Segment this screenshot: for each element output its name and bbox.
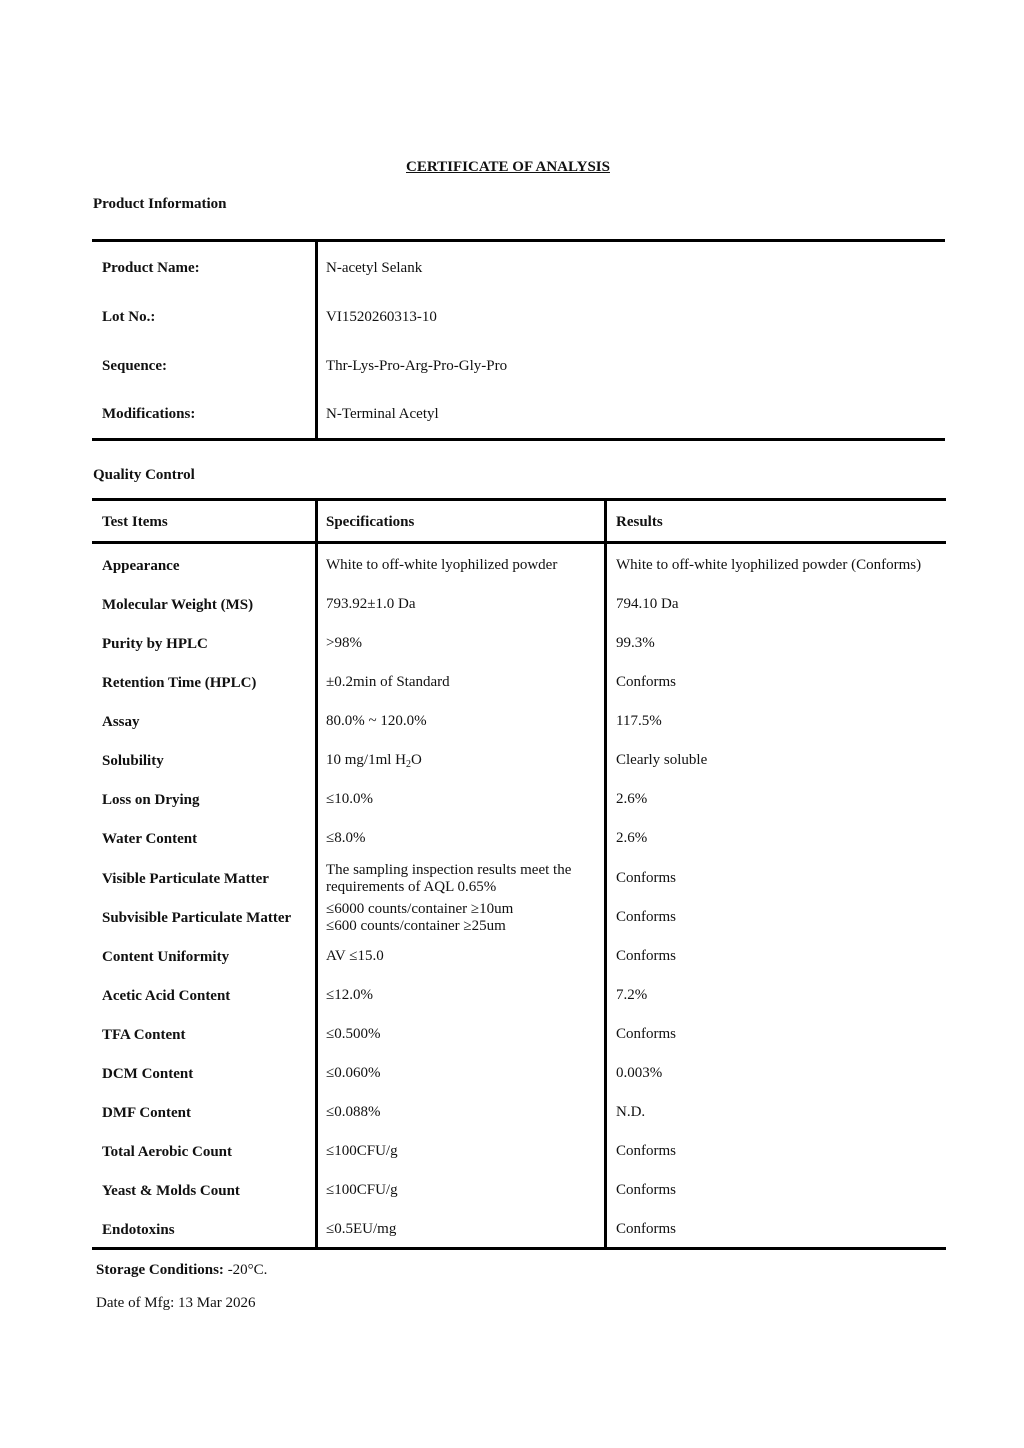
- storage-conditions: [96, 1262, 267, 1279]
- qc-test-item: Content Uniformity: [102, 949, 230, 965]
- qc-result: Conforms: [616, 870, 676, 886]
- qc-specification: The sampling inspection results meet the requirements of AQL 0.65%: [326, 862, 572, 895]
- qc-test-item: DCM Content: [102, 1066, 194, 1082]
- product-field-label: Modifications:: [102, 406, 196, 422]
- qc-test-item: Endotoxins: [102, 1222, 175, 1238]
- qc-specification: ≤0.088%: [326, 1104, 381, 1120]
- qc-table-top-rule: [92, 498, 946, 501]
- qc-test-item: Solubility: [102, 753, 164, 769]
- qc-specification: 80.0% ~ 120.0%: [326, 713, 427, 729]
- qc-specification: ≤100CFU/g: [326, 1182, 398, 1198]
- qc-result: Conforms: [616, 1182, 676, 1198]
- product-field-label: Product Name:: [102, 260, 200, 276]
- qc-result: Conforms: [616, 1026, 676, 1042]
- product-information-heading: Product Information: [93, 196, 227, 212]
- document-title: CERTIFICATE OF ANALYSIS: [406, 159, 610, 175]
- qc-result: Conforms: [616, 1221, 676, 1237]
- qc-specification: ≤100CFU/g: [326, 1143, 398, 1159]
- qc-test-item: Molecular Weight (MS): [102, 597, 254, 613]
- product-field-value: VI1520260313-10: [326, 309, 437, 325]
- qc-specification: ≤0.5EU/mg: [326, 1221, 397, 1237]
- qc-result: 99.3%: [616, 635, 655, 651]
- product-table-divider: [315, 239, 318, 441]
- product-table-top-rule: [92, 239, 945, 242]
- storage-conditions-label: Storage Conditions:: [96, 1262, 224, 1278]
- qc-specification: ≤8.0%: [326, 830, 366, 846]
- qc-result: 0.003%: [616, 1065, 663, 1081]
- qc-header-test-items: Test Items: [102, 514, 168, 530]
- qc-test-item: Retention Time (HPLC): [102, 675, 257, 691]
- qc-table-bottom-rule: [92, 1247, 946, 1250]
- qc-specification: ≤6000 counts/container ≥10um ≤600 counts/container ≥25um: [326, 901, 514, 934]
- product-field-value: N-acetyl Selank: [326, 260, 423, 276]
- qc-header-specifications: Specifications: [326, 514, 415, 530]
- product-field-value: Thr-Lys-Pro-Arg-Pro-Gly-Pro: [326, 358, 508, 374]
- qc-test-item: Assay: [102, 714, 140, 730]
- qc-table-divider-2: [604, 498, 607, 1250]
- qc-table-header-rule: [92, 541, 946, 544]
- qc-test-item: Acetic Acid Content: [102, 988, 231, 1004]
- qc-specification: 793.92±1.0 Da: [326, 596, 416, 612]
- qc-specification: White to off-white lyophilized powder: [326, 557, 558, 573]
- qc-specification: ≤10.0%: [326, 791, 373, 807]
- qc-test-item: DMF Content: [102, 1105, 192, 1121]
- qc-result: 2.6%: [616, 830, 648, 846]
- qc-test-item: Purity by HPLC: [102, 636, 208, 652]
- qc-table-divider-1: [315, 498, 318, 1250]
- qc-result: Conforms: [616, 674, 676, 690]
- qc-result: Conforms: [616, 909, 676, 925]
- qc-test-item: TFA Content: [102, 1027, 186, 1043]
- qc-result: 2.6%: [616, 791, 648, 807]
- product-field-value: N-Terminal Acetyl: [326, 406, 439, 422]
- qc-result: Conforms: [616, 1143, 676, 1159]
- qc-result: Clearly soluble: [616, 752, 708, 768]
- qc-test-item: Loss on Drying: [102, 792, 200, 808]
- product-table-bottom-rule: [92, 438, 945, 441]
- qc-test-item: Yeast & Molds Count: [102, 1183, 240, 1199]
- qc-specification: ±0.2min of Standard: [326, 674, 450, 690]
- qc-specification: AV ≤15.0: [326, 948, 384, 964]
- qc-test-item: Water Content: [102, 831, 198, 847]
- quality-control-heading: Quality Control: [93, 467, 195, 483]
- product-field-label: Lot No.:: [102, 309, 156, 325]
- qc-test-item: Visible Particulate Matter: [102, 871, 269, 887]
- qc-specification: 10 mg/1ml $H_2O$: [326, 752, 422, 770]
- qc-result: N.D.: [616, 1104, 646, 1120]
- qc-specification: ≤12.0%: [326, 987, 373, 1003]
- storage-conditions-value: -20°C.: [223, 1262, 268, 1278]
- date-of-manufacture: Date of Mfg: 13 Mar 2026: [96, 1295, 256, 1311]
- qc-result: White to off-white lyophilized powder (Conforms): [616, 557, 922, 573]
- qc-specification: ≤0.060%: [326, 1065, 381, 1081]
- qc-result: Conforms: [616, 948, 676, 964]
- qc-test-item: Subvisible Particulate Matter: [102, 910, 292, 926]
- qc-test-item: Appearance: [102, 558, 180, 574]
- qc-test-item: Total Aerobic Count: [102, 1144, 233, 1160]
- product-field-label: Sequence:: [102, 358, 167, 374]
- qc-header-results: Results: [616, 514, 663, 530]
- qc-result: 7.2%: [616, 987, 648, 1003]
- qc-result: 794.10 Da: [616, 596, 679, 612]
- qc-specification: ≤0.500%: [326, 1026, 381, 1042]
- qc-result: 117.5%: [616, 713, 662, 729]
- qc-specification: >98%: [326, 635, 362, 651]
